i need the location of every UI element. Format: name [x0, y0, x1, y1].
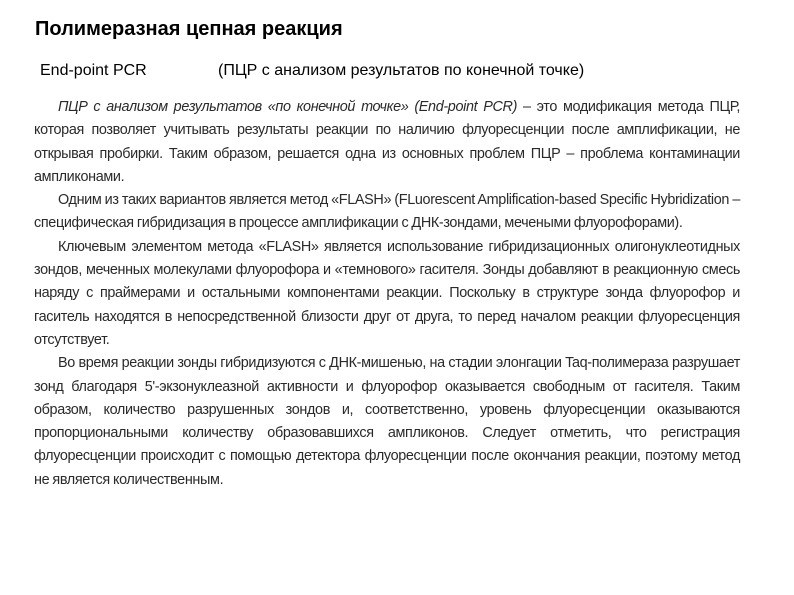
paragraph-1-emphasis: ПЦР с анализом результатов «по конечной точке» (End-point PCR): [58, 99, 518, 115]
body-text: [34, 96, 740, 492]
subtitle-method: End-point PCR: [40, 62, 147, 79]
subtitle-description: (ПЦР с анализом результатов по конечной точке): [218, 62, 585, 79]
paragraph-3: Ключевым элементом метода «FLASH» является использование гибридизационных олигонуклеотидных зондов, меченных молекулами флуорофора и «темнового» гасителя. Зонды добавляют в реакционную смесь наряду с праймерами и остальными компонентами реакции. Поскольку в структуре зонда флуорофор и гаситель находятся в непосредственной близости друг от друга, то перед началом реакции флуоресценция отсутствует.: [34, 238, 740, 348]
paragraph-1: [34, 96, 740, 189]
paragraph-2: Одним из таких вариантов является метод «FLASH» (FLuorescent Amplification-based Specific Hybridization – специфическая гибридизация в процессе амплификации с ДНК-зондами, мечеными флуорофорами).: [34, 192, 740, 232]
paragraph-4: Во время реакции зонды гибридизуются с ДНК-мишенью, на стадии элонгации Taq-полимераза разрушает зонд благодаря 5'-экзонуклеазной активности и флуорофор оказывается свободным от гасителя. Таким образом, количество разрушенных зондов и, соответственно, уровень флуоресценции оказываются пропорциональными количеству образовавшихся ампликонов. Следует отметить, что регистрация флуоресценции происходит с помощью детектора флуоресценции после окончания реакции, поэтому метод не является количественным.: [34, 355, 740, 488]
paragraph-1-text: – это модификация метода ПЦР, которая позволяет учитывать результаты реакции по наличию флуоресценции после амплификации, не открывая пробирки. Таким образом, решается одна из основных проблем ПЦР – проблема контаминации ампликонами.: [34, 99, 740, 185]
slide-title: Полимеразная цепная реакция: [35, 18, 343, 40]
